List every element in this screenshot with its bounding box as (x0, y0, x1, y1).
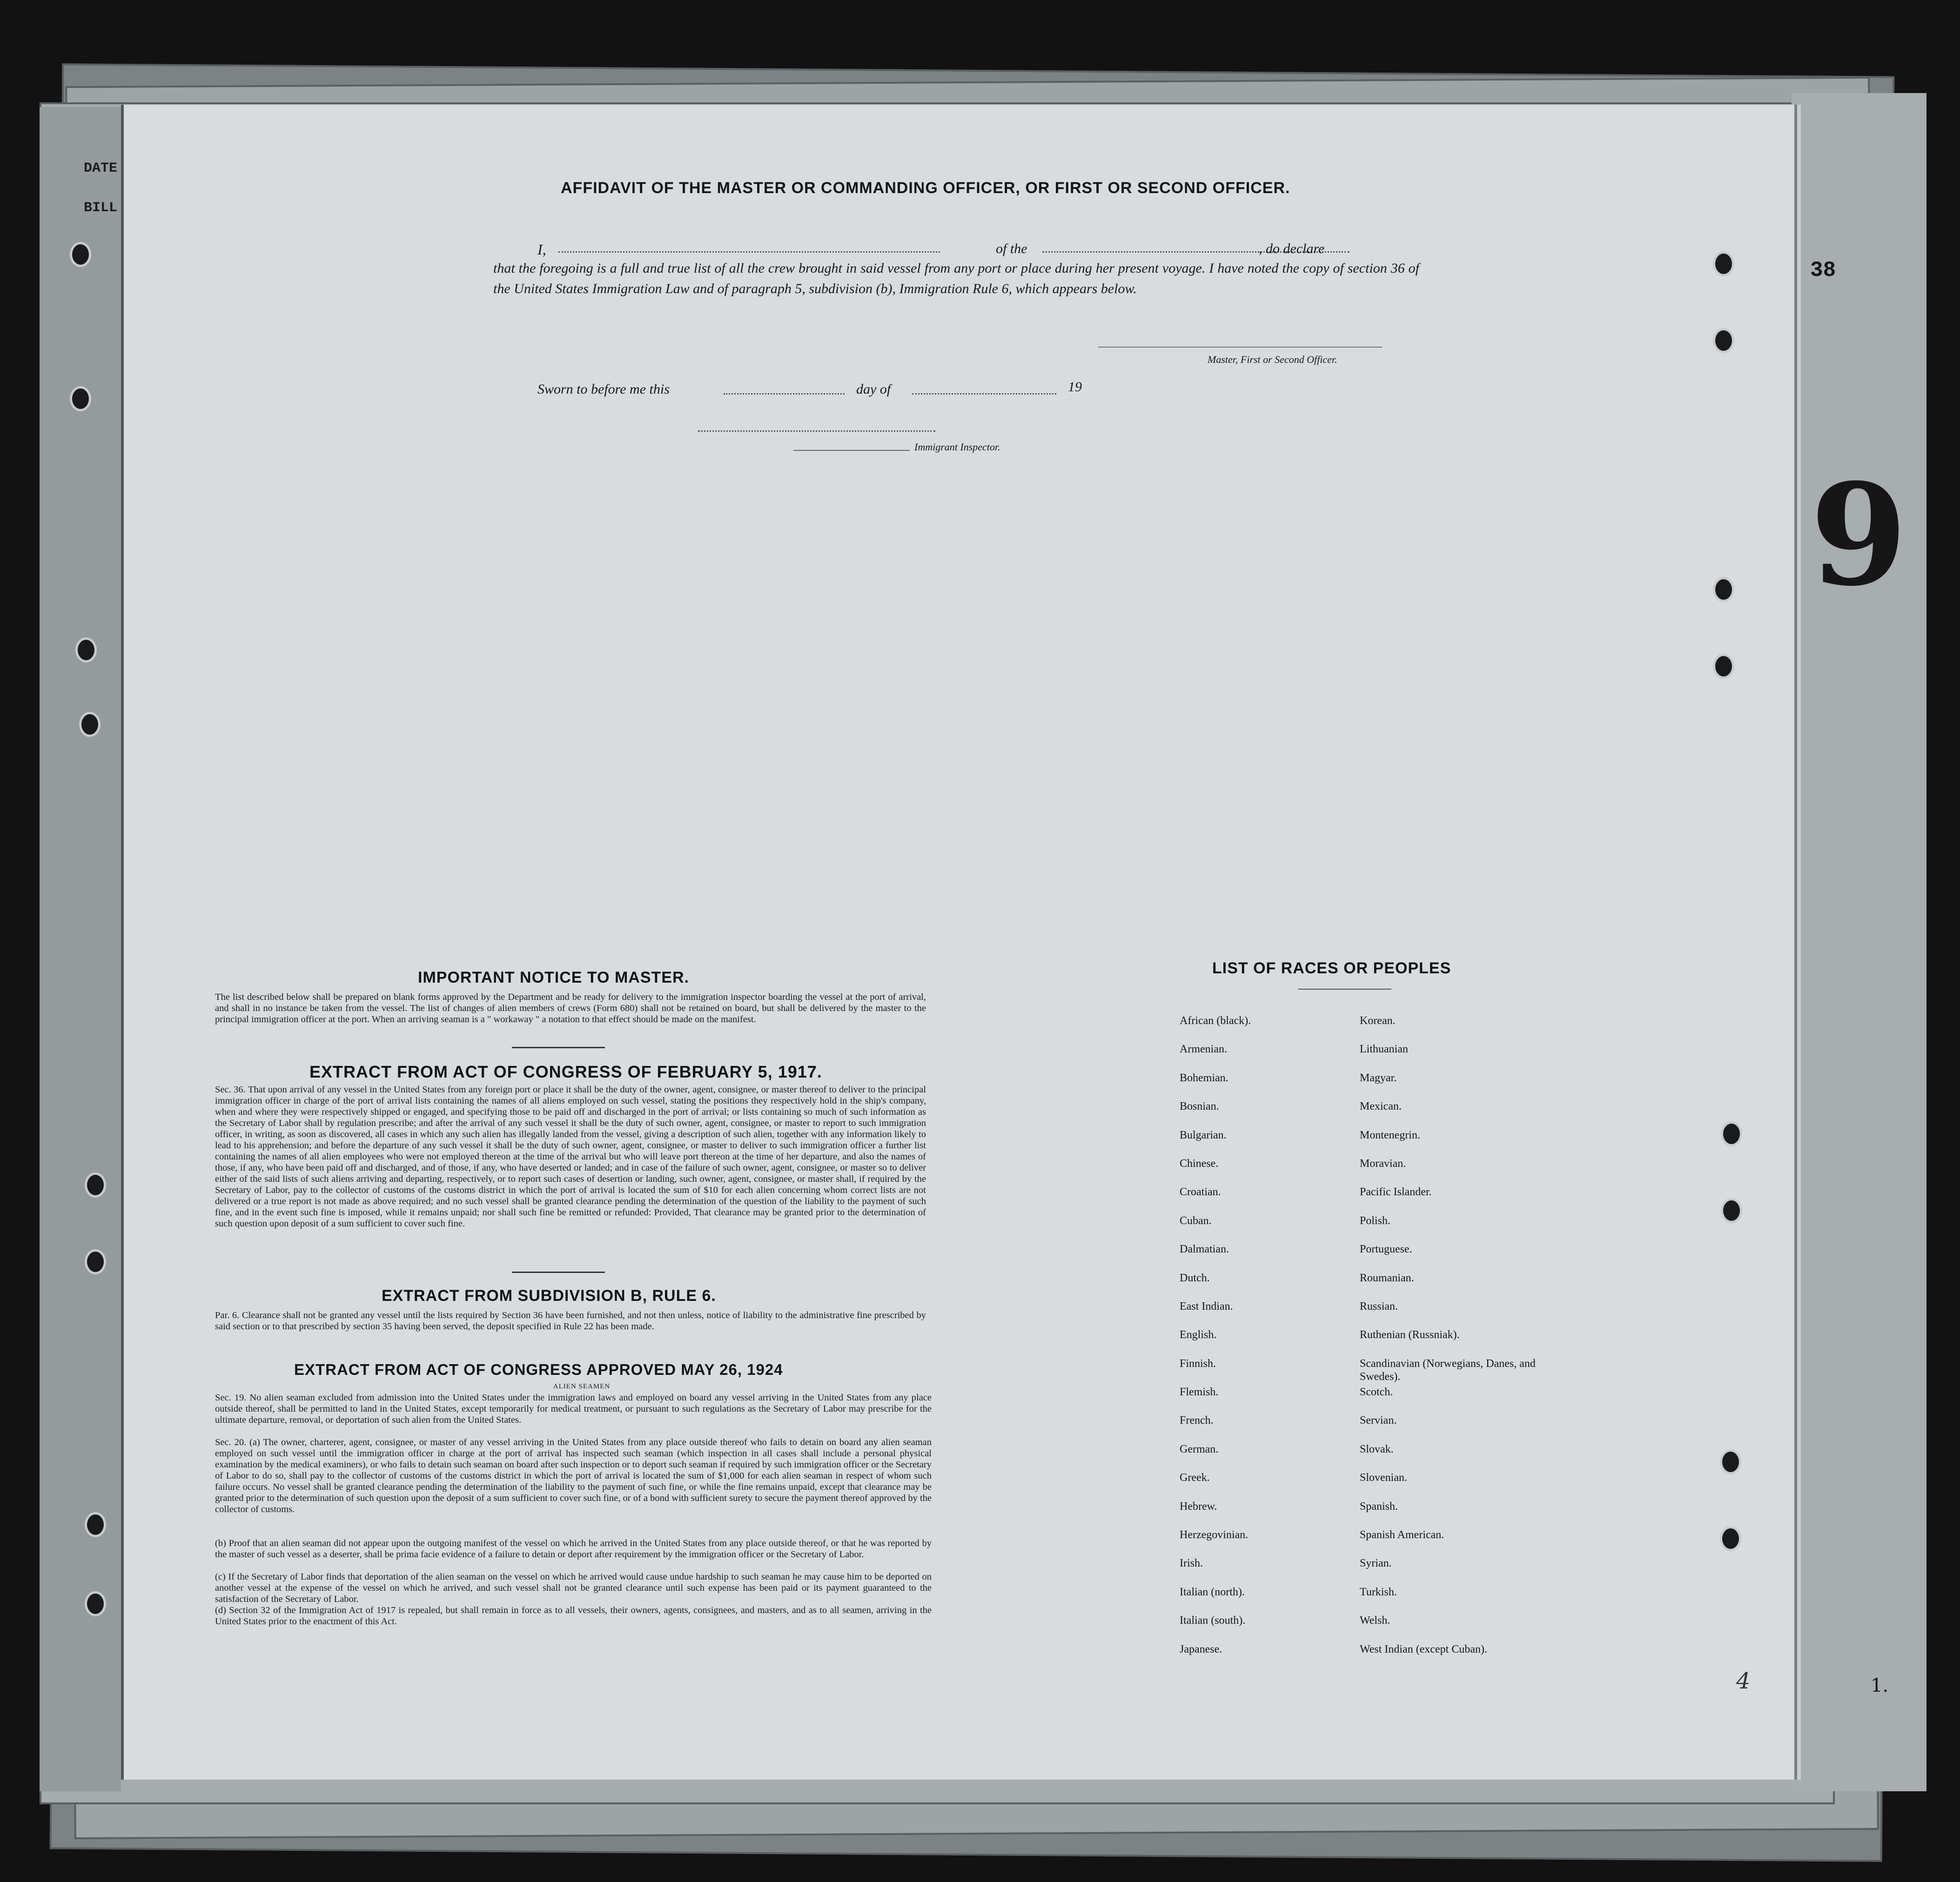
binder-hole (1720, 1526, 1741, 1551)
race-item: Hebrew. (1180, 1500, 1217, 1513)
race-item: Slovenian. (1360, 1472, 1407, 1484)
binder-hole (1713, 251, 1734, 276)
race-item: Servian. (1360, 1414, 1397, 1427)
date-label: DATE (84, 161, 118, 176)
race-item: East Indian. (1180, 1300, 1233, 1313)
race-item: Syrian. (1360, 1557, 1392, 1570)
declarant-prefix: I, (537, 241, 546, 258)
race-item: Polish. (1360, 1214, 1391, 1227)
sworn-text: Sworn to before me this (537, 382, 670, 397)
race-item: Korean. (1360, 1015, 1396, 1027)
race-item: Mexican. (1360, 1100, 1402, 1113)
races-list-right (1360, 1014, 1537, 1671)
signature-caption: Master, First or Second Officer. (1208, 354, 1337, 365)
races-list-left (1180, 1014, 1333, 1671)
left-sheet-edge (40, 107, 121, 1791)
affidavit-body: that the foregoing is a full and true list of all the crew brought in said vessel from any port or place during her present voyage. I have noted the copy of section 36 of the United States Immigration Law and of paragraph 5, subdivision (b), Immigration Rule 6, which appears below. (493, 261, 1419, 296)
races-title: LIST OF RACES OR PEOPLES (1212, 959, 1451, 977)
sworn-month-field[interactable] (912, 393, 1056, 395)
folio-number: 38 (1810, 258, 1836, 282)
race-item: Portuguese. (1360, 1243, 1412, 1256)
notice-body: The list described below shall be prepared on blank forms approved by the Department and be ready for delivery to the immigration inspector boarding the vessel at the port of arrival, and shall in no instance be taken from the vessel. The list of changes of alien members of crews (Form 680) shall not be retained on board, but shall be delivered by the master to the principal immigration officer at the port. When an arriving seaman is a " workaway " a notation to that effect should be made on the manifest. (215, 992, 926, 1025)
handwritten-corner-note: 1. (1871, 1675, 1889, 1696)
binder-hole (85, 1172, 106, 1198)
race-item: Roumanian. (1360, 1272, 1414, 1284)
race-item: Dutch. (1180, 1272, 1210, 1284)
binder-hole (1713, 577, 1734, 602)
officer-signature-field[interactable] (1098, 347, 1382, 348)
race-item: Armenian. (1180, 1043, 1227, 1056)
extract-rule6-body: Par. 6. Clearance shall not be granted any vessel until the lists required by Section 36 have been furnished, and not then unless, notice of liability to the administrative fine prescribed by said section or to that prescribed by section 35 having been served, the deposit specified in Rule 22 has been made. (215, 1310, 926, 1332)
binder-hole (1720, 1449, 1741, 1474)
extract-1924-sec20c: (c) If the Secretary of Labor finds that deportation of the alien seaman on the vessel on which he arrived would cause undue hardship to such seaman he may cause him to be deported on another vessel at the expense of the vessel on which he arrived, and such vessel shall not be granted clearance until such expense has been paid or its payment guaranteed to the satisfaction of the Secretary of Labor. (215, 1572, 932, 1604)
extract-rule6-title: EXTRACT FROM SUBDIVISION B, RULE 6. (382, 1287, 716, 1305)
day-of-text: day of (856, 382, 891, 397)
race-item: Greek. (1180, 1472, 1210, 1484)
sworn-day-field[interactable] (724, 393, 845, 395)
race-item: Scotch. (1360, 1386, 1393, 1399)
extract-1924-sec20d: (d) Section 32 of the Immigration Act of 1917 is repealed, but shall remain in force as to all vessels, their owners, agents, consignees, and masters, and as to all seamen, arriving in the United States prior to the enactment of this Act. (215, 1605, 932, 1627)
extract-1924-title: EXTRACT FROM ACT OF CONGRESS APPROVED MAY 26, 1924 (294, 1361, 783, 1378)
race-item: Bosnian. (1180, 1100, 1219, 1113)
race-item: Flemish. (1180, 1386, 1219, 1399)
bill-label: BILL (84, 200, 118, 216)
race-item: Spanish American. (1360, 1529, 1444, 1541)
divider (512, 1047, 605, 1048)
race-item: Japanese. (1180, 1643, 1222, 1655)
race-item: Montenegrin. (1360, 1129, 1420, 1141)
race-item: Cuban. (1180, 1214, 1212, 1227)
binder-hole (85, 1249, 106, 1274)
underlying-page-edge (1792, 93, 1926, 1791)
race-item: Russian. (1360, 1300, 1398, 1313)
binder-hole (75, 637, 97, 663)
race-item: Magyar. (1360, 1072, 1397, 1084)
divider (512, 1272, 605, 1273)
race-item: Welsh. (1360, 1614, 1390, 1627)
inspector-signature-field[interactable] (793, 450, 910, 451)
race-item: Irish. (1180, 1557, 1203, 1570)
race-item: Moravian. (1360, 1157, 1406, 1170)
binder-hole (70, 242, 91, 267)
race-item: Herzegovinian. (1180, 1529, 1248, 1541)
race-item: Turkish. (1360, 1586, 1397, 1598)
extract-1924-sec19: Sec. 19. No alien seaman excluded from admission into the United States under the immigration laws and employed on board any vessel arriving in the United States from any place outside thereof, shall be permitted to land in the United States, except temporarily for medical treatment, or pursuant to such regulations as the Secretary of Labor may prescribe for the ultimate departure, removal, or deportation of such alien from the United States. (215, 1393, 932, 1425)
race-item: Bulgarian. (1180, 1129, 1227, 1141)
year-prefix: 19 (1068, 379, 1082, 395)
notice-title: IMPORTANT NOTICE TO MASTER. (418, 969, 689, 986)
binder-hole (70, 386, 91, 411)
form-page (121, 105, 1794, 1780)
binder-hole (1721, 1198, 1742, 1223)
affidavit-title: AFFIDAVIT OF THE MASTER OR COMMANDING OFFICER, OR FIRST OR SECOND OFFICER. (561, 179, 1290, 197)
extract-1917-title: EXTRACT FROM ACT OF CONGRESS OF FEBRUARY 5, 1917. (309, 1062, 822, 1081)
do-declare-text: , do declare (1259, 241, 1325, 256)
race-item: English. (1180, 1329, 1217, 1341)
race-item: Bohemian. (1180, 1072, 1228, 1084)
race-item: German. (1180, 1443, 1219, 1455)
race-item: African (black). (1180, 1015, 1251, 1027)
race-item: Croatian. (1180, 1186, 1221, 1199)
race-item: Chinese. (1180, 1157, 1219, 1170)
declarant-name-field[interactable] (558, 251, 940, 253)
divider (1298, 989, 1391, 990)
handwritten-page-number: 9 (1810, 453, 1907, 617)
binder-hole (1721, 1121, 1742, 1146)
race-item: Finnish. (1180, 1357, 1216, 1370)
race-item: Slovak. (1360, 1443, 1394, 1455)
binder-hole (79, 712, 101, 737)
race-item: Dalmatian. (1180, 1243, 1229, 1256)
extract-1917-body: Sec. 36. That upon arrival of any vessel in the United States from any foreign port or place it shall be the duty of the owner, agent, consignee, or master thereof to deliver to the principal immigration officer in charge of the port of arrival lists containing the names of all aliens employed on such vessel, stating the positions they respectively hold in the ship's company, when and where they were respectively shipped or engaged, and specifying those to be paid off and discharged in the port of arrival; or lists containing so much of such information as the Secretary of Labor shall by regulation prescribe; and after the arrival of any such vessel it shall be the duty of such owner, agent, consignee, or master to report to such immigration officer, in writing, as soon as discovered, all cases in which any such alien has illegally landed from the vessel, giving a description of such alien, together with any information likely to lead to his apprehension; and before the departure of any such vessel it shall be the duty of such owner, agent, consignee, or master to deliver to such immigration officer a further list containing the names of all alien employees who were not employed thereon at the time of the arrival but who will leave port thereon at the time of her departure, and also the names of those, if any, who have been paid off and discharged, and of those, if any, who have deserted or landed; and in case of the failure of such owner, agent, consignee, or master so to deliver either of the said lists of such aliens arriving and departing, respectively, or to report such cases of desertion or landing, such owner, agent, consignee, or master shall, if required by the Secretary of Labor, pay to the collector of customs of the customs district in which the port of arrival is located the sum of $10 for each alien concerning whom correct lists are not delivered or a true report is not made as above required; and no such vessel shall be granted clearance pending the determination of the question of the liability to the payment of such fine, and in the event such fine is imposed, while it remains unpaid; nor shall such fine be remitted or refunded: Provided, That clearance may be granted prior to the determination of such question upon deposit of a sum sufficient to cover such fine. (215, 1085, 926, 1229)
inspector-caption: Immigrant Inspector. (914, 441, 1000, 453)
extract-1924-sec20a: Sec. 20. (a) The owner, charterer, agent, consignee, or master of any vessel arriving in the United States from any place outside thereof who fails to detain on board any alien seaman employed on such vessel until the immigration officer in charge at the port of arrival has inspected such seaman (which inspection in all cases shall include a personal physical examination by the medical examiners), or who fails to detain such seaman on board after such inspection or to deport such seaman if required by such immigration officer or the Secretary of Labor to do so, shall pay to the collector of customs of the customs district in which the port of arrival is located the sum of $1,000 for each alien seaman in respect of whom such failure occurs. No vessel shall be granted clearance pending the determination of the liability to the payment of such fine, or while the fine remains unpaid, except that clearance may be granted prior to the determination of such question upon the deposit of a sum sufficient to cover such fine, or of a bond with sufficient surety to secure the payment thereof approved by the collector of customs. (215, 1437, 932, 1514)
extract-1924-sec20b: (b) Proof that an alien seaman did not appear upon the outgoing manifest of the vessel on which he arrived in the United States from any place outside thereof, or that he was reported by the master of such vessel as a deserter, shall be prima facie evidence of a failure to detain or deport after requirement by the immigration officer or the Secretary of Labor. (215, 1538, 932, 1560)
race-item: West Indian (except Cuban). (1360, 1643, 1487, 1655)
race-item: Italian (north). (1180, 1586, 1245, 1598)
binder-hole (85, 1512, 106, 1537)
race-item: Spanish. (1360, 1500, 1398, 1513)
handwritten-bottom-note: 4 (1736, 1668, 1751, 1694)
alien-seamen-subtitle: ALIEN SEAMEN (553, 1383, 611, 1390)
binder-hole (1713, 328, 1734, 353)
race-item: Lithuanian (1360, 1043, 1408, 1056)
race-item: French. (1180, 1414, 1214, 1427)
binder-hole (1713, 654, 1734, 679)
race-item: Scandinavian (Norwegians, Danes, and Swedes). (1360, 1357, 1536, 1383)
race-item: Ruthenian (Russniak). (1360, 1329, 1460, 1341)
race-item: Pacific Islander. (1360, 1186, 1432, 1199)
of-the-text: of the (996, 241, 1027, 256)
binder-hole (85, 1591, 106, 1616)
race-item: Italian (south). (1180, 1614, 1246, 1627)
inspector-signature-line[interactable] (698, 430, 935, 432)
